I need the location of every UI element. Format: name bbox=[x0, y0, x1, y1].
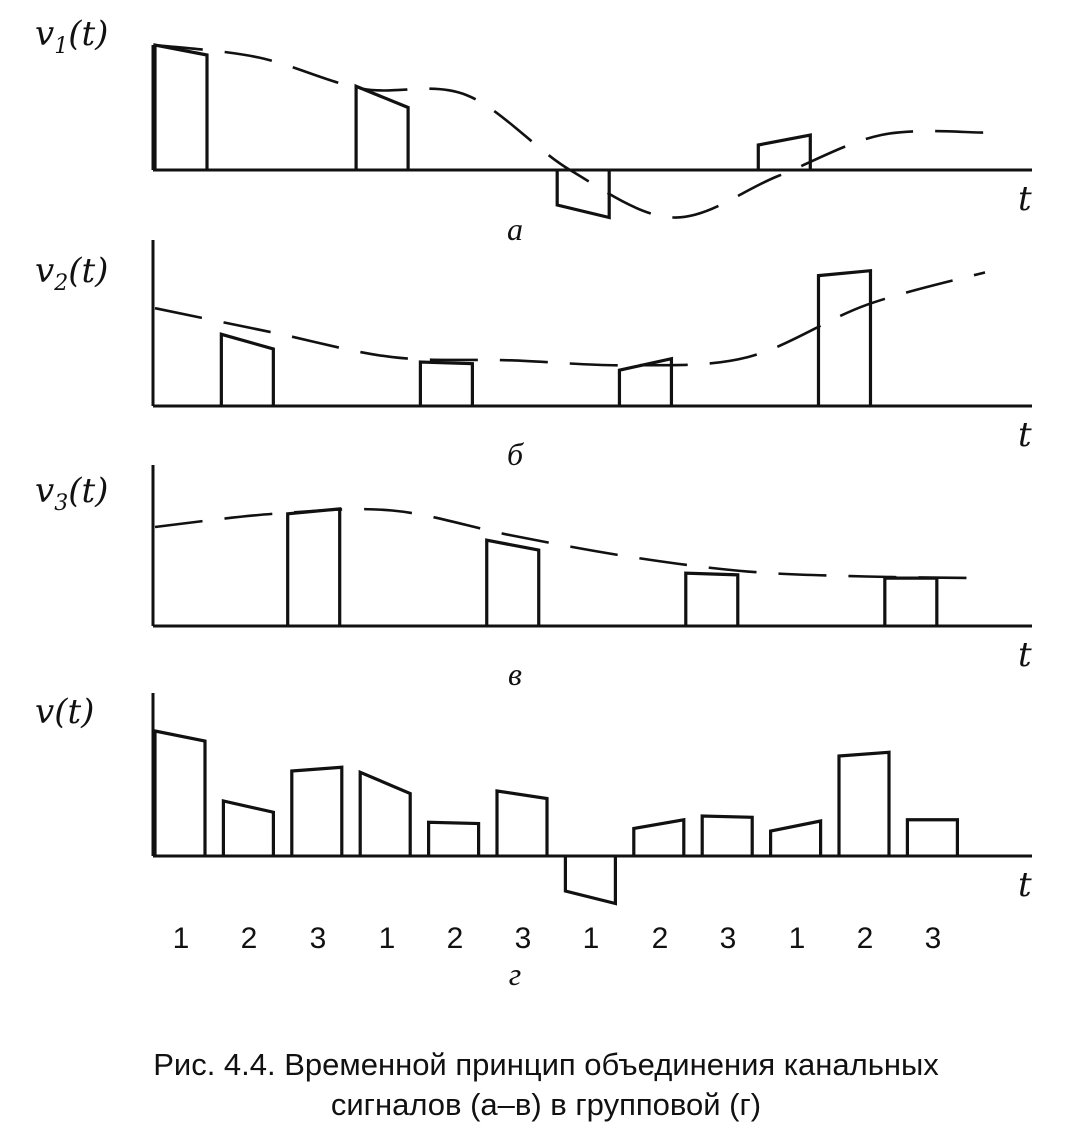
channel-number: 3 bbox=[719, 922, 737, 955]
sample-pulse bbox=[356, 86, 408, 170]
panel-letter: в bbox=[508, 656, 522, 692]
channel-number: 1 bbox=[378, 922, 396, 955]
sample-pulse bbox=[885, 578, 937, 626]
sample-pulse bbox=[565, 856, 615, 904]
channel-number: 3 bbox=[514, 922, 532, 955]
channel-number: 2 bbox=[651, 922, 669, 955]
x-axis-label: t bbox=[1018, 865, 1032, 905]
sample-pulse bbox=[360, 772, 410, 856]
sample-pulse bbox=[686, 573, 738, 626]
panel-a bbox=[35, 14, 1032, 247]
sample-pulse bbox=[702, 816, 752, 856]
channel-number: 2 bbox=[240, 922, 258, 955]
y-axis-label: $v_1(t)$ bbox=[35, 14, 109, 59]
channel-number: 1 bbox=[582, 922, 600, 955]
sample-pulse bbox=[487, 540, 539, 626]
sample-pulse bbox=[221, 334, 273, 406]
channel-number: 3 bbox=[309, 922, 327, 955]
sample-pulse bbox=[420, 362, 472, 406]
panel-c bbox=[35, 465, 1032, 692]
sample-pulse bbox=[429, 822, 479, 856]
sample-pulse bbox=[907, 820, 957, 856]
signal-envelope bbox=[155, 45, 985, 218]
x-axis-label: t bbox=[1018, 635, 1032, 675]
figure-caption-line2: сигналов (а–в) в групповой (г) bbox=[330, 1087, 762, 1122]
signal-envelope bbox=[155, 272, 985, 365]
x-axis-label: t bbox=[1018, 179, 1032, 219]
y-axis-label: $v_2(t)$ bbox=[35, 251, 109, 296]
channel-number-row bbox=[173, 922, 942, 955]
channel-number: 2 bbox=[446, 922, 464, 955]
channel-number: 1 bbox=[172, 922, 190, 955]
sample-pulse bbox=[155, 45, 207, 170]
x-axis-label: t bbox=[1018, 415, 1032, 455]
panel-b bbox=[35, 240, 1032, 472]
sample-pulse bbox=[634, 820, 684, 856]
sample-pulse bbox=[771, 821, 821, 856]
figure-caption-line1: Рис. 4.4. Временной принцип объединения канальных bbox=[153, 1047, 939, 1082]
sample-pulse bbox=[818, 271, 870, 406]
sample-pulse bbox=[223, 801, 273, 856]
signal-envelope bbox=[155, 509, 985, 578]
y-axis-label: $v_3(t)$ bbox=[35, 471, 109, 516]
panel-letter: г bbox=[508, 956, 522, 992]
channel-number: 3 bbox=[924, 922, 942, 955]
sample-pulse bbox=[497, 791, 547, 856]
y-axis-label: v(t) bbox=[35, 692, 95, 732]
channel-number: 2 bbox=[856, 922, 874, 955]
sample-pulse bbox=[288, 509, 340, 626]
panel-letter: а bbox=[507, 211, 523, 247]
panel-letter: б bbox=[506, 436, 524, 472]
channel-number: 1 bbox=[788, 922, 806, 955]
sample-pulse bbox=[839, 752, 889, 856]
sample-pulse bbox=[292, 767, 342, 856]
sample-pulse bbox=[155, 731, 205, 856]
